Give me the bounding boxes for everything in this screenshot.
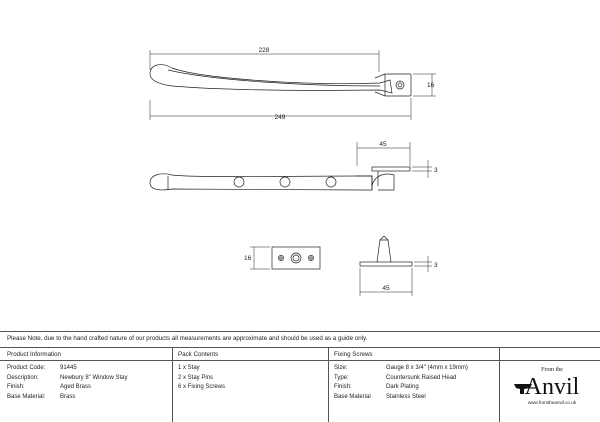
logo-from-the-text: From the	[541, 367, 563, 373]
base-material-value: Brass	[60, 393, 76, 400]
from-the-anvil-logo	[508, 362, 592, 416]
dim-3-top-label: 3	[434, 167, 438, 174]
divider-headers	[0, 360, 600, 361]
column-divider-1	[172, 348, 173, 422]
logo-url-text: www.fromtheanvil.co.uk	[527, 400, 577, 405]
fixing-screws-title: Fixing Screws	[334, 351, 373, 358]
stay-side-view	[150, 167, 410, 190]
description-label: Description:	[7, 374, 39, 381]
pin-plate-side-view	[360, 236, 412, 266]
dimension-lines-top	[150, 50, 436, 120]
dim-16-label: 16	[427, 82, 435, 89]
finish-label: Finish:	[7, 384, 25, 390]
pack-item: 1 x Stay	[178, 365, 200, 371]
product-code-value: 91445	[60, 365, 77, 371]
screw-base-material-label: Base Material	[334, 393, 371, 400]
disclaimer-note: Please Note, due to the hand crafted nature of our products all measurements are approximate and should be used as a guide only.	[7, 335, 368, 342]
logo-brand-text: Anvil	[524, 374, 580, 400]
screw-finish-label: Finish:	[334, 384, 352, 390]
stay-top-view	[150, 65, 411, 96]
dimension-lines-pin-plate	[250, 247, 270, 269]
pack-item: 6 x Fixing Screws	[178, 384, 226, 390]
dim-228-label: 228	[258, 47, 270, 54]
screw-base-material-value: Stainless Steel	[386, 393, 426, 400]
screw-type-value: Countersunk Raised Head	[386, 374, 457, 381]
product-code-label: Product Code:	[7, 365, 46, 371]
screw-size-value: Gauge 8 x 3/4" (4mm x 19mm)	[386, 365, 468, 371]
column-divider-3	[499, 348, 500, 422]
dimension-lines-side	[357, 142, 432, 178]
finish-value: Aged Brass	[60, 384, 92, 390]
screw-type-label: Type:	[334, 374, 349, 381]
dim-16-pin-label: 16	[244, 255, 252, 262]
dim-45-pin-label: 45	[382, 285, 390, 292]
pack-item: 2 x Stay Pins	[178, 374, 214, 381]
pack-contents-title: Pack Contents	[178, 351, 219, 358]
dim-249-label: 249	[274, 114, 286, 121]
screw-size-label: Size:	[334, 365, 348, 371]
base-material-label: Base Material:	[7, 393, 46, 400]
description-value: Newbury 8" Window Stay	[60, 374, 128, 381]
dim-45-top-label: 45	[379, 141, 387, 148]
screw-finish-value: Dark Plating	[386, 384, 419, 390]
column-divider-2	[328, 348, 329, 422]
dim-3-pin-label: 3	[434, 262, 438, 269]
divider-note	[0, 347, 600, 348]
pin-plate-front-view	[272, 247, 320, 269]
product-information-title: Product Information	[7, 351, 61, 358]
